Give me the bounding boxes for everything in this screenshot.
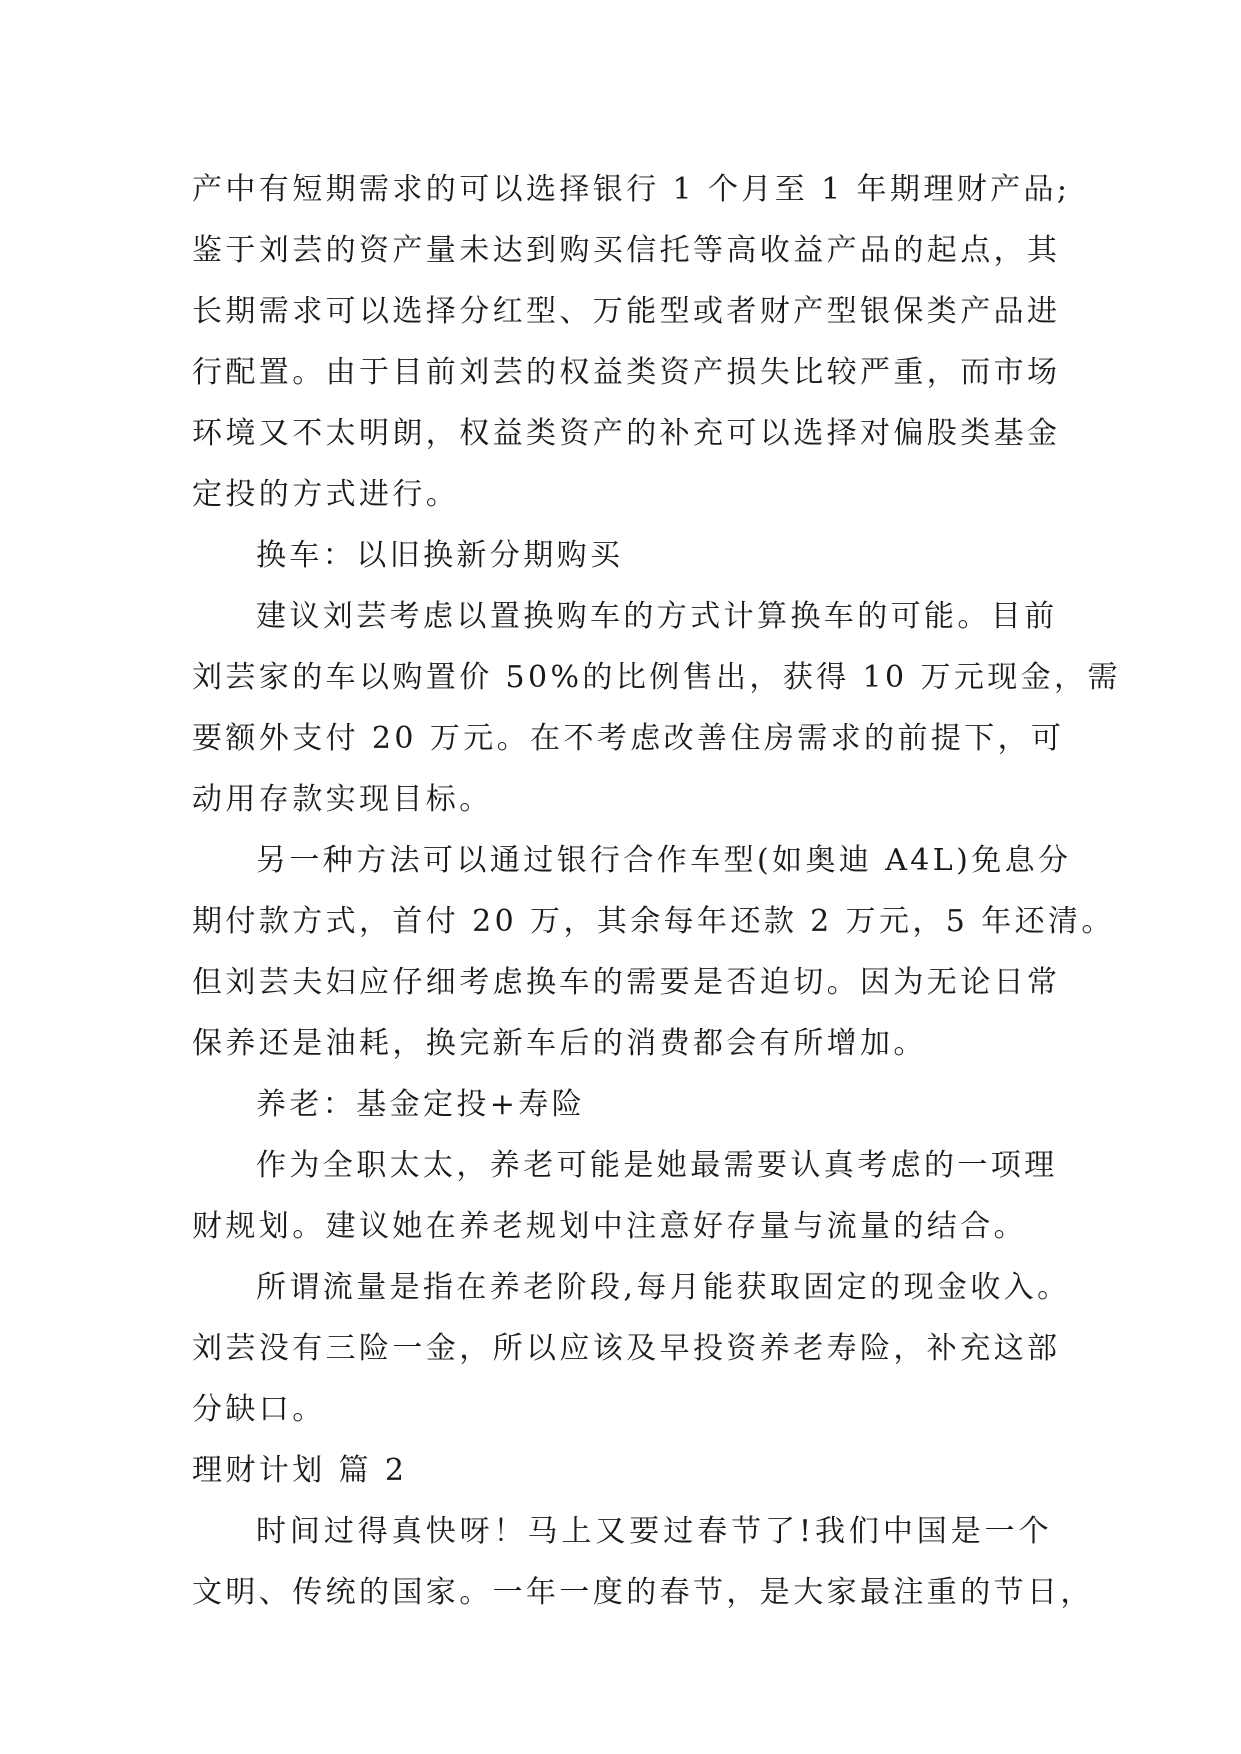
text-line: 所谓流量是指在养老阶段,每月能获取固定的现金收入。 bbox=[256, 1270, 1071, 1305]
text-line: 保养还是油耗，换完新车后的消费都会有所增加。 bbox=[192, 1026, 927, 1061]
text-line: 长期需求可以选择分红型、万能型或者财产型银保类产品进 bbox=[192, 294, 1061, 329]
paragraph bbox=[192, 830, 1115, 1074]
paragraph bbox=[192, 1257, 1071, 1440]
text-line: 时间过得真快呀！马上又要过春节了!我们中国是一个 bbox=[256, 1514, 1052, 1549]
text-line: 环境又不太明朗，权益类资产的补充可以选择对偏股类基金 bbox=[192, 416, 1061, 451]
paragraph bbox=[192, 1135, 1058, 1257]
text-line: 但刘芸夫妇应仔细考虑换车的需要是否迫切。因为无论日常 bbox=[192, 965, 1061, 1000]
subheading bbox=[192, 525, 1052, 586]
text-line: 文明、传统的国家。一年一度的春节，是大家最注重的节日， bbox=[192, 1575, 1094, 1610]
text-line: 定投的方式进行。 bbox=[192, 477, 460, 512]
text-line: 分缺口。 bbox=[192, 1392, 326, 1427]
document-body bbox=[192, 159, 1121, 1623]
text-line: 期付款方式，首付 20 万，其余每年还款 2 万元，5 年还清。 bbox=[192, 904, 1115, 939]
text-line: 鉴于刘芸的资产量未达到购买信托等高收益产品的起点，其 bbox=[192, 233, 1061, 268]
paragraph bbox=[192, 1501, 1094, 1623]
text-line: 另一种方法可以通过银行合作车型(如奥迪 A4L)免息分 bbox=[256, 843, 1072, 878]
paragraph bbox=[192, 586, 1121, 830]
text-line: 产中有短期需求的可以选择银行 1 个月至 1 年期理财产品; bbox=[192, 172, 1071, 207]
text-line: 换车：以旧换新分期购买 bbox=[256, 538, 624, 573]
text-line: 养老：基金定投+寿险 bbox=[256, 1087, 586, 1122]
text-line: 行配置。由于目前刘芸的权益类资产损失比较严重，而市场 bbox=[192, 355, 1061, 390]
text-line: 财规划。建议她在养老规划中注意好存量与流量的结合。 bbox=[192, 1209, 1027, 1244]
text-line: 要额外支付 20 万元。在不考虑改善住房需求的前提下，可 bbox=[192, 721, 1065, 756]
text-line: 刘芸没有三险一金，所以应该及早投资养老寿险，补充这部 bbox=[192, 1331, 1061, 1366]
text-line: 刘芸家的车以购置价 50%的比例售出，获得 10 万元现金，需 bbox=[192, 660, 1121, 695]
text-line: 动用存款实现目标。 bbox=[192, 782, 493, 817]
text-line: 理财计划 篇 2 bbox=[192, 1453, 408, 1488]
subheading bbox=[192, 1074, 1052, 1135]
section-title bbox=[192, 1440, 1052, 1501]
paragraph bbox=[192, 159, 1071, 525]
text-line: 作为全职太太，养老可能是她最需要认真考虑的一项理 bbox=[256, 1148, 1058, 1183]
text-line: 建议刘芸考虑以置换购车的方式计算换车的可能。目前 bbox=[256, 599, 1058, 634]
